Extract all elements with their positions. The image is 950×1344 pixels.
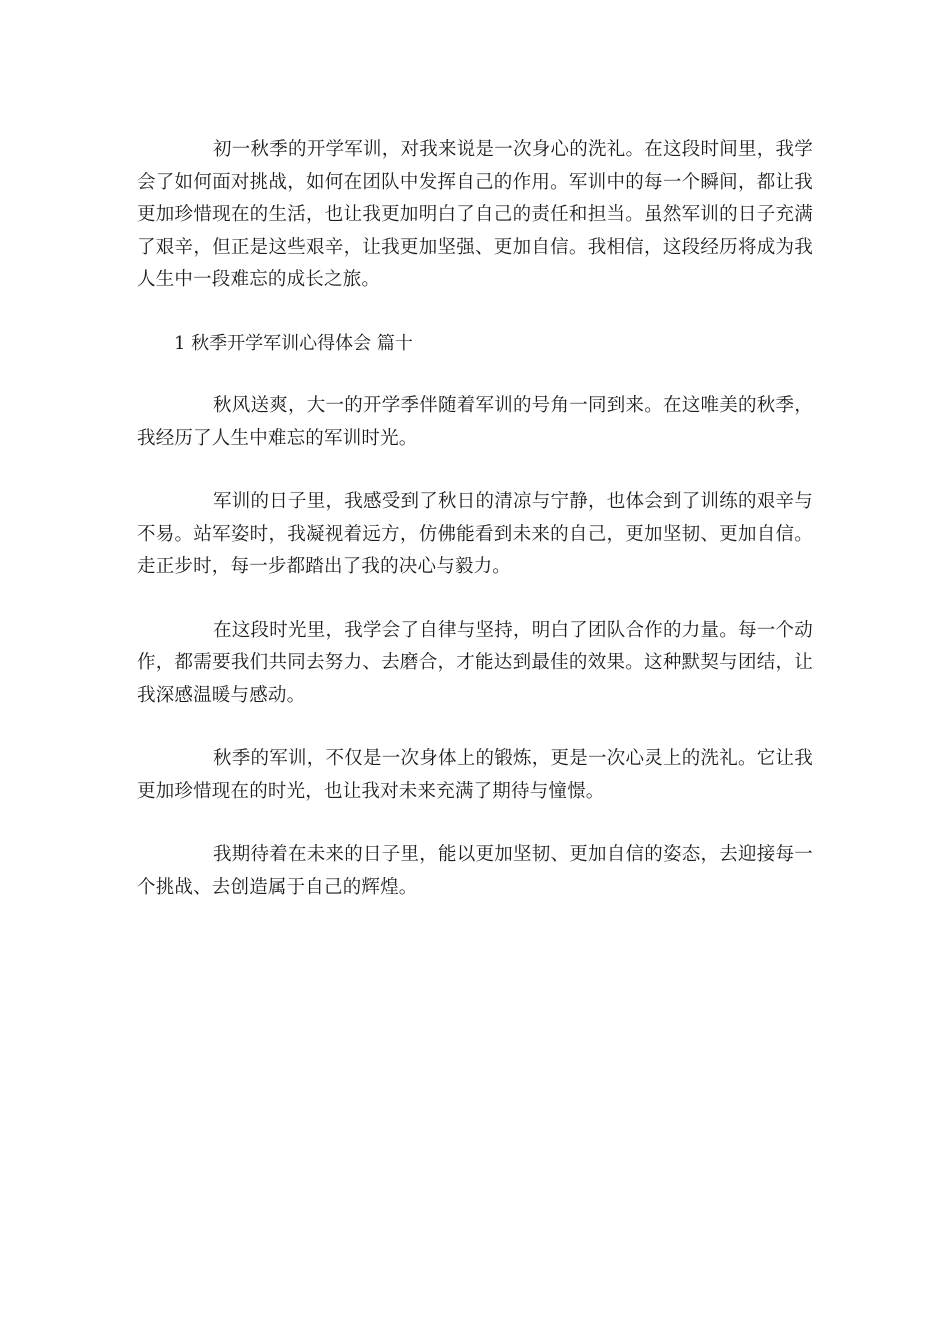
paragraph-5: 我期待着在未来的日子里，能以更加坚韧、更加自信的姿态，去迎接每一个挑战、去创造属于自己的辉煌。	[137, 844, 813, 898]
paragraph-4: 秋季的军训，不仅是一次身体上的锻炼，更是一次心灵上的洗礼。它让我更加珍惜现在的时光，也让我对未来充满了期待与憧憬。	[137, 748, 813, 802]
paragraph-2: 军训的日子里，我感受到了秋日的清凉与宁静，也体会到了训练的艰辛与不易。站军姿时，我凝视着远方，仿佛能看到未来的自己，更加坚韧、更加自信。走正步时，每一步都踏出了我的决心与毅力。	[137, 491, 813, 577]
paragraph-intro: 初一秋季的开学军训，对我来说是一次身心的洗礼。在这段时间里，我学会了如何面对挑战，如何在团队中发挥自己的作用。军训中的每一个瞬间，都让我更加珍惜现在的生活，也让我更加明白了自己的责任和担当。虽然军训的日子充满了艰辛，但正是这些艰辛，让我更加坚强、更加自信。我相信，这段经历将成为我人生中一段难忘的成长之旅。	[137, 139, 813, 290]
document-body	[137, 134, 813, 935]
section-heading: 1 秋季开学军训心得体会 篇十	[174, 332, 413, 354]
paragraph-1: 秋风送爽，大一的开学季伴随着军训的号角一同到来。在这唯美的秋季，我经历了人生中难忘的军训时光。	[137, 395, 813, 449]
paragraph-3: 在这段时光里，我学会了自律与坚持，明白了团队合作的力量。每一个动作，都需要我们共同去努力、去磨合，才能达到最佳的效果。这种默契与团结，让我深感温暖与感动。	[137, 619, 813, 706]
